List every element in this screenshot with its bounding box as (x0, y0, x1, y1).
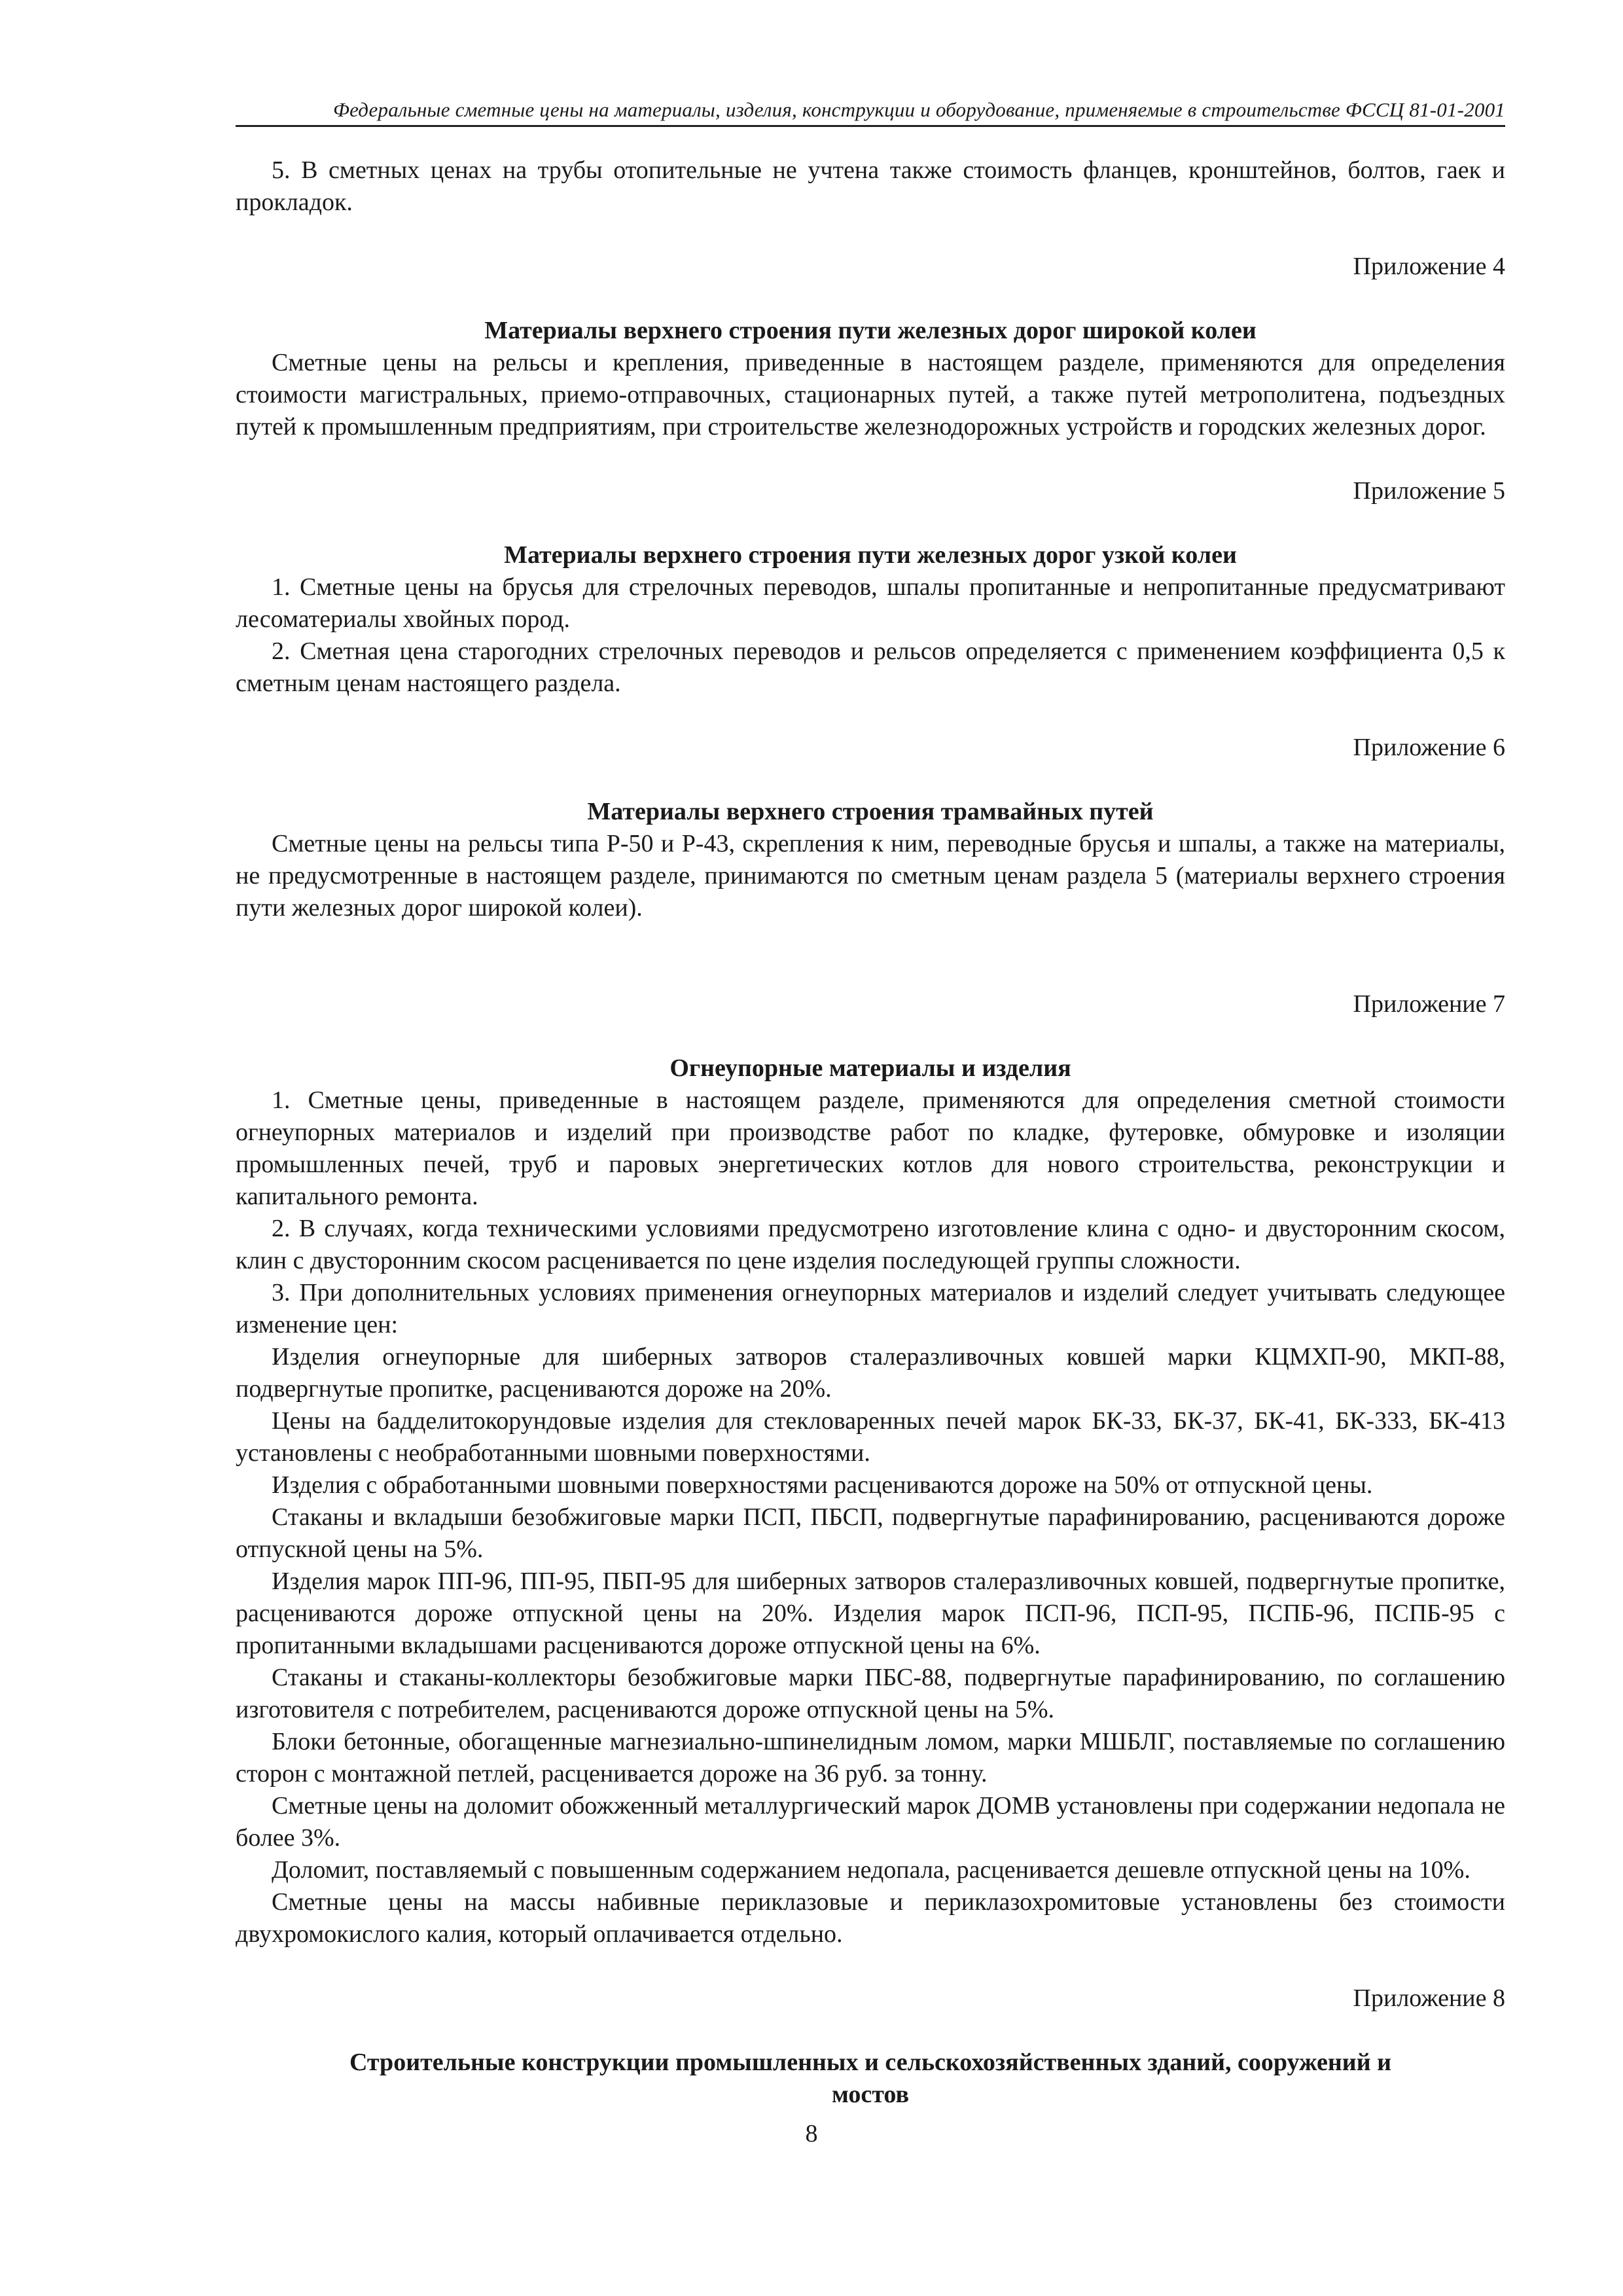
appendix-7-label: Приложение 7 (1353, 990, 1505, 1018)
appendix-6-title: Материалы верхнего строения трамвайных путей (587, 798, 1154, 825)
appendix-8-title-line-2: мостов (832, 2081, 909, 2108)
appendix-5-title: Материалы верхнего строения пути железных дорог узкой колеи (504, 541, 1237, 569)
appendix-7-paragraph-3: 3. При дополнительных условиях применения огнеупорных материалов и изделий следует учитывать следующее изменение цен: (236, 1279, 1505, 1338)
appendix-5-label: Приложение 5 (1353, 477, 1505, 505)
appendix-7-paragraph-11: Сметные цены на доломит обожженный металлургический марок ДОМВ установлены при содержании недопала не более 3%. (236, 1792, 1505, 1852)
appendix-7-paragraph-1: 1. Сметные цены, приведенные в настоящем разделе, применяются для определения сметной стоимости огнеупорных материалов и изделий при производстве работ по кладке, футеровке, обмуровке и изоляции промышленных печей, труб и паровых энергетических котлов для нового строительства, реконструкции и капитального ремонта. (236, 1086, 1505, 1210)
appendix-7-paragraph-2: 2. В случаях, когда техническими условиями предусмотрено изготовление клина с одно- и двусторонним скосом, клин с двусторонним скосом расценивается по цене изделия последующей группы сложности. (236, 1215, 1505, 1274)
appendix-7-paragraph-10: Блоки бетонные, обогащенные магнезиально-шпинелидным ломом, марки МШБЛГ, поставляемые по соглашению сторон с монтажной петлей, расценивается дороже на 36 руб. за тонну. (236, 1728, 1505, 1787)
appendix-7-paragraph-6: Изделия с обработанными шовными поверхностями расцениваются дороже на 50% от отпускной цены. (272, 1471, 1373, 1499)
running-header: Федеральные сметные цены на материалы, изделия, конструкции и оборудование, применяемые в строительстве ФССЦ 81-01-2001 (332, 98, 1505, 121)
appendix-7-paragraph-12: Доломит, поставляемый с повышенным содержанием недопала, расценивается дешевле отпускной цены на 10%. (272, 1856, 1471, 1884)
appendix-5-paragraph-2: 2. Сметная цена старогодних стрелочных переводов и рельсов определяется с применением коэффициента 0,5 к сметным ценам настоящего раздела. (236, 637, 1505, 697)
appendix-6-paragraph: Сметные цены на рельсы типа Р-50 и Р-43, скрепления к ним, переводные брусья и шпалы, а также на материалы, не предусмотренные в настоящем разделе, принимаются по сметным ценам раздела 5 (материалы верхнего строения пути железных дорог широкой колеи). (236, 830, 1505, 922)
appendix-7-title: Огнеупорные материалы и изделия (669, 1054, 1071, 1082)
appendix-7-paragraph-5: Цены на бадделитокорундовые изделия для стекловаренных печей марок БК-33, БК-37, БК-41, БК-333, БК-413 установлены с необработанными шовными поверхностями. (236, 1407, 1505, 1467)
appendix-7-paragraph-7: Стаканы и вкладыши безобжиговые марки ПСП, ПБСП, подвергнутые парафинированию, расцениваются дороже отпускной цены на 5%. (236, 1503, 1505, 1563)
appendix-8-label: Приложение 8 (1353, 1984, 1505, 2012)
appendix-7-paragraph-4: Изделия огнеупорные для шиберных затворов сталеразливочных ковшей марки КЦМХП-90, МКП-88, подвергнутые пропитке, расцениваются дороже на 20%. (236, 1343, 1505, 1403)
appendix-4-paragraph: Сметные цены на рельсы и крепления, приведенные в настоящем разделе, применяются для определения стоимости магистральных, приемо-отправочных, стационарных путей, а также путей метрополитена, подъездных путей к промышленным предприятиям, при строительстве железнодорожных устройств и городских железных дорог. (236, 349, 1505, 440)
appendix-7-paragraph-9: Стаканы и стаканы-коллекторы безобжиговые марки ПБС-88, подвергнутые парафинированию, по соглашению изготовителя с потребителем, расцениваются дороже отпускной цены на 5%. (236, 1664, 1505, 1723)
appendix-5-paragraph-1: 1. Сметные цены на брусья для стрелочных переводов, шпалы пропитанные и непропитанные предусматривают лесоматериалы хвойных пород. (236, 573, 1505, 633)
page-number: 8 (805, 2120, 818, 2147)
appendix-7-paragraph-13: Сметные цены на массы набивные периклазовые и периклазохромитовые установлены без стоимости двухромокислого калия, который оплачивается отдельно. (236, 1888, 1505, 1948)
page-content (236, 154, 1505, 2111)
appendix-6-label: Приложение 6 (1353, 734, 1505, 761)
appendix-4-label: Приложение 4 (1353, 253, 1505, 280)
appendix-8-title-line-1: Строительные конструкции промышленных и сельскохозяйственных зданий, сооружений и (349, 2049, 1391, 2076)
header-rule (236, 125, 1505, 127)
intro-paragraph-5: 5. В сметных ценах на трубы отопительные не учтена также стоимость фланцев, кронштейнов, болтов, гаек и прокладок. (236, 156, 1505, 216)
appendix-7-paragraph-8: Изделия марок ПП-96, ПП-95, ПБП-95 для шиберных затворов сталеразливочных ковшей, подвергнутые пропитке, расцениваются дороже отпускной цены на 20%. Изделия марок ПСП-96, ПСП-95, ПСПБ-96, ПСПБ-95 с пропитанными вкладышами расцениваются дороже отпускной цены на 6%. (236, 1568, 1505, 1659)
appendix-4-title: Материалы верхнего строения пути железных дорог широкой колеи (484, 317, 1257, 344)
